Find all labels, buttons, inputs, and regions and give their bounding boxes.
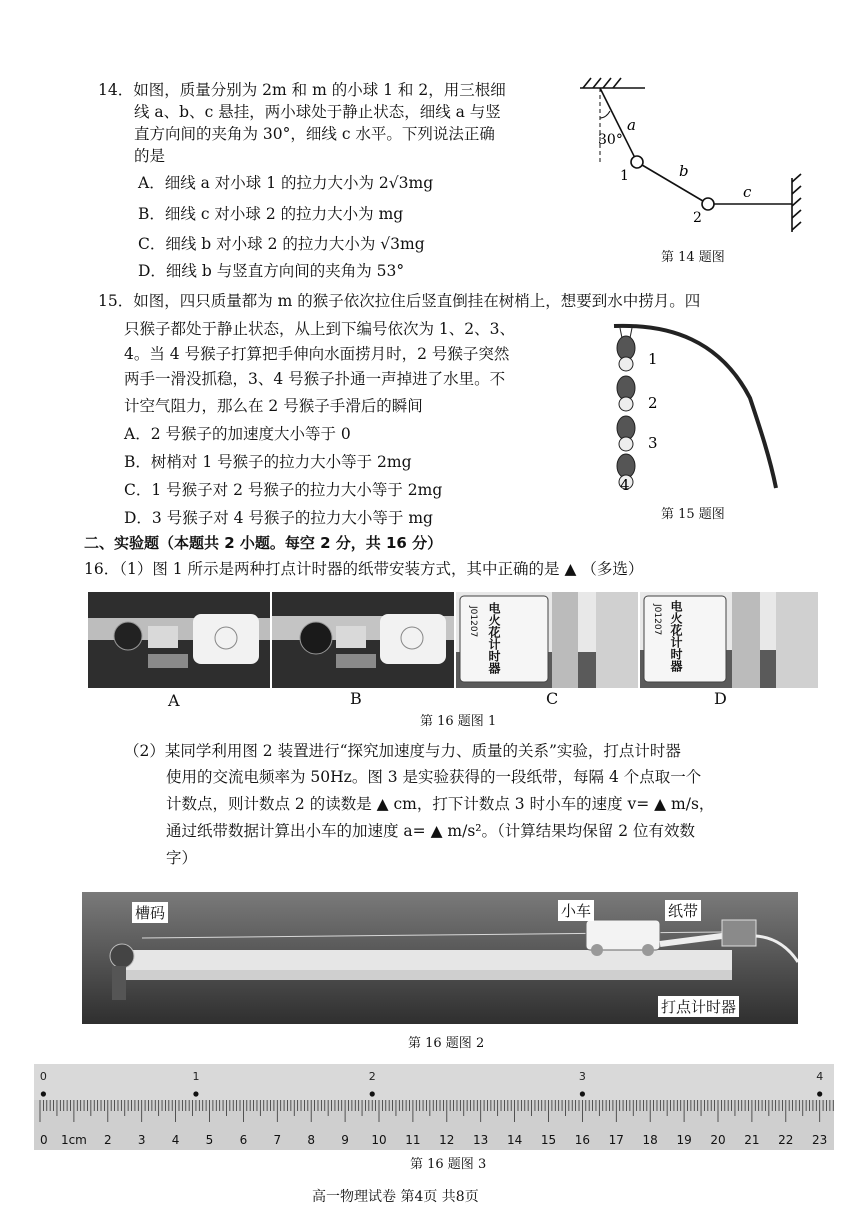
- ball-2-icon: [702, 198, 714, 210]
- q14-line-4: 的是: [134, 147, 166, 165]
- q16-part1: 16．（1）图 1 所示是两种打点计时器的纸带安装方式，其中正确的是 ▲ （多选）: [84, 560, 644, 578]
- tape-point-label: 3: [578, 1070, 586, 1083]
- ruler-number: 1cm: [60, 1133, 87, 1147]
- q14-label-a: a: [627, 116, 636, 134]
- ball-1-icon: [631, 156, 643, 168]
- ruler-number: 12: [439, 1133, 455, 1147]
- q15-option-b: B．树梢对 1 号猴子的拉力大小等于 2mg: [124, 453, 412, 471]
- ruler-number: 3: [137, 1133, 146, 1147]
- ruler-number: 5: [205, 1133, 214, 1147]
- ruler-number: 0: [40, 1133, 48, 1147]
- ruler-number: 20: [710, 1133, 726, 1147]
- fig16-2-apparatus-photo: [82, 892, 798, 1024]
- ruler-number: 4: [171, 1133, 180, 1147]
- q14-line-2: 线 a、b、c 悬挂，两小球处于静止状态，细线 a 与竖: [134, 103, 501, 121]
- photo-label-a: A: [168, 691, 180, 710]
- tape-dot: [41, 1091, 46, 1096]
- photo-c: [456, 592, 638, 688]
- fig16-1-caption: 第 16 题图 1: [420, 714, 497, 729]
- fig16-3-caption: 第 16 题图 3: [410, 1157, 487, 1172]
- photo-a: [88, 592, 270, 688]
- q14-label-b: b: [679, 162, 689, 180]
- q14-angle-label: 30°: [598, 132, 623, 148]
- q14-label-c: c: [743, 183, 752, 201]
- photo-label-d: D: [714, 689, 727, 708]
- q15-option-c: C．1 号猴子对 2 号猴子的拉力大小等于 2mg: [124, 481, 443, 499]
- label-tape: 纸带: [665, 900, 701, 921]
- ruler-number: 9: [341, 1133, 349, 1147]
- tape-point-label: 1: [192, 1070, 200, 1083]
- q16-part2-line-4: 通过纸带数据计算出小车的加速度 a= ▲ m/s²。（计算结果均保留 2 位有效数: [166, 822, 695, 840]
- ruler-number: 8: [307, 1133, 316, 1147]
- photo-label-c: C: [546, 689, 559, 708]
- q16-part2-line-1: （2）某同学利用图 2 装置进行“探究加速度与力、质量的关系”实验，打点计时器: [124, 742, 681, 760]
- ruler-number: 15: [540, 1133, 557, 1147]
- label-weight: 槽码: [132, 902, 168, 923]
- ruler-number: 21: [744, 1133, 760, 1147]
- tape-dot: [370, 1091, 375, 1096]
- q15-option-a: A．2 号猴子的加速度大小等于 0: [124, 425, 351, 443]
- fig16-3-tape-ruler: [34, 1064, 834, 1150]
- ruler-number: 18: [642, 1133, 658, 1147]
- q14-label-ball2: 2: [693, 210, 702, 226]
- photo-c-serial: J01207: [468, 606, 478, 638]
- q16-part2-line-3: 计数点，则计数点 2 的读数是 ▲ cm，打下计数点 3 时小车的速度 v= ▲ m/s，: [166, 795, 715, 813]
- q16-part2-line-5: 字）: [166, 849, 198, 867]
- photo-d-serial: J01207: [652, 604, 662, 636]
- tape-dot: [817, 1091, 822, 1096]
- tape-point-label: 0: [39, 1070, 47, 1083]
- photo-d: [640, 592, 818, 688]
- q15-option-d: D．3 号猴子对 4 号猴子的拉力大小等于 mg: [124, 509, 433, 527]
- ruler-number: 17: [608, 1133, 624, 1147]
- ruler-number: 7: [273, 1133, 282, 1147]
- ruler-number: 16: [574, 1133, 591, 1147]
- ruler-number: 6: [239, 1133, 248, 1147]
- photo-label-b: B: [350, 689, 362, 708]
- tape-point-label: 4: [816, 1070, 824, 1083]
- ruler-number: 11: [405, 1133, 421, 1147]
- photo-d-device-text: 电火花计时器: [669, 600, 683, 672]
- q14-option-b: B．细线 c 对小球 2 的拉力大小为 mg: [138, 205, 404, 223]
- q15-figure: [600, 318, 790, 500]
- monkey-1-label: 1: [648, 350, 658, 368]
- q14-label-ball1: 1: [620, 168, 629, 184]
- q15-line-5: 计空气阻力，那么在 2 号猴子手滑后的瞬间: [124, 397, 423, 415]
- label-cart: 小车: [558, 900, 594, 921]
- monkey-2-label: 2: [648, 394, 658, 412]
- q14-option-d: D．细线 b 与竖直方向间的夹角为 53°: [138, 262, 405, 280]
- q16-part2-line-2: 使用的交流电频率为 50Hz。图 3 是实验获得的一段纸带，每隔 4 个点取一个: [166, 768, 702, 786]
- tape-point-label: 2: [368, 1070, 376, 1083]
- q14-line-1: 14．如图，质量分别为 2m 和 m 的小球 1 和 2，用三根细: [98, 81, 506, 99]
- ruler-number: 13: [473, 1133, 489, 1147]
- q14-line-3: 直方向间的夹角为 30°，细线 c 水平。下列说法正确: [134, 125, 495, 143]
- paper-tape: [34, 1064, 834, 1104]
- q15-line-2: 只猴子都处于静止状态，从上到下编号依次为 1、2、3、: [124, 320, 516, 338]
- section-2-heading: 二、实验题（本题共 2 小题。每空 2 分，共 16 分）: [84, 534, 443, 552]
- q14-option-a: A．细线 a 对小球 1 的拉力大小为 2√3mg: [138, 174, 434, 192]
- label-timer: 打点计时器: [658, 996, 739, 1017]
- tape-dot: [193, 1091, 198, 1096]
- q15-line-1: 15．如图，四只质量都为 m 的猴子依次拉住后竖直倒挂在树梢上，想要到水中捞月。四: [98, 292, 701, 310]
- q14-option-c: C．细线 b 对小球 2 的拉力大小为 √3mg: [138, 235, 425, 253]
- monkey-chain-icon: [617, 328, 635, 489]
- tape-dot: [580, 1091, 585, 1096]
- q15-line-4: 两手一滑没抓稳，3、4 号猴子扑通一声掉进了水里。不: [124, 370, 506, 388]
- q14-caption: 第 14 题图: [661, 250, 725, 265]
- ruler-number: 2: [103, 1133, 112, 1147]
- ruler-number: 22: [778, 1133, 794, 1147]
- page-footer: 高一物理试卷 第4页 共8页: [312, 1189, 479, 1205]
- monkey-3-label: 3: [648, 434, 658, 452]
- monkey-4-label: 4: [620, 476, 630, 494]
- fig16-2-caption: 第 16 题图 2: [408, 1036, 485, 1051]
- ruler-number: 23: [812, 1133, 828, 1147]
- photo-b: [272, 592, 454, 688]
- photo-c-device-text: 电火花计时器: [487, 602, 501, 674]
- q15-caption: 第 15 题图: [661, 507, 725, 522]
- q14-figure: [575, 72, 805, 262]
- ruler-number: 14: [506, 1133, 523, 1147]
- branch-icon: [614, 326, 776, 488]
- ruler-number: 10: [371, 1133, 387, 1147]
- q15-line-3: 4。当 4 号猴子打算把手伸向水面捞月时，2 号猴子突然: [124, 345, 510, 363]
- ruler-number: 19: [676, 1133, 692, 1147]
